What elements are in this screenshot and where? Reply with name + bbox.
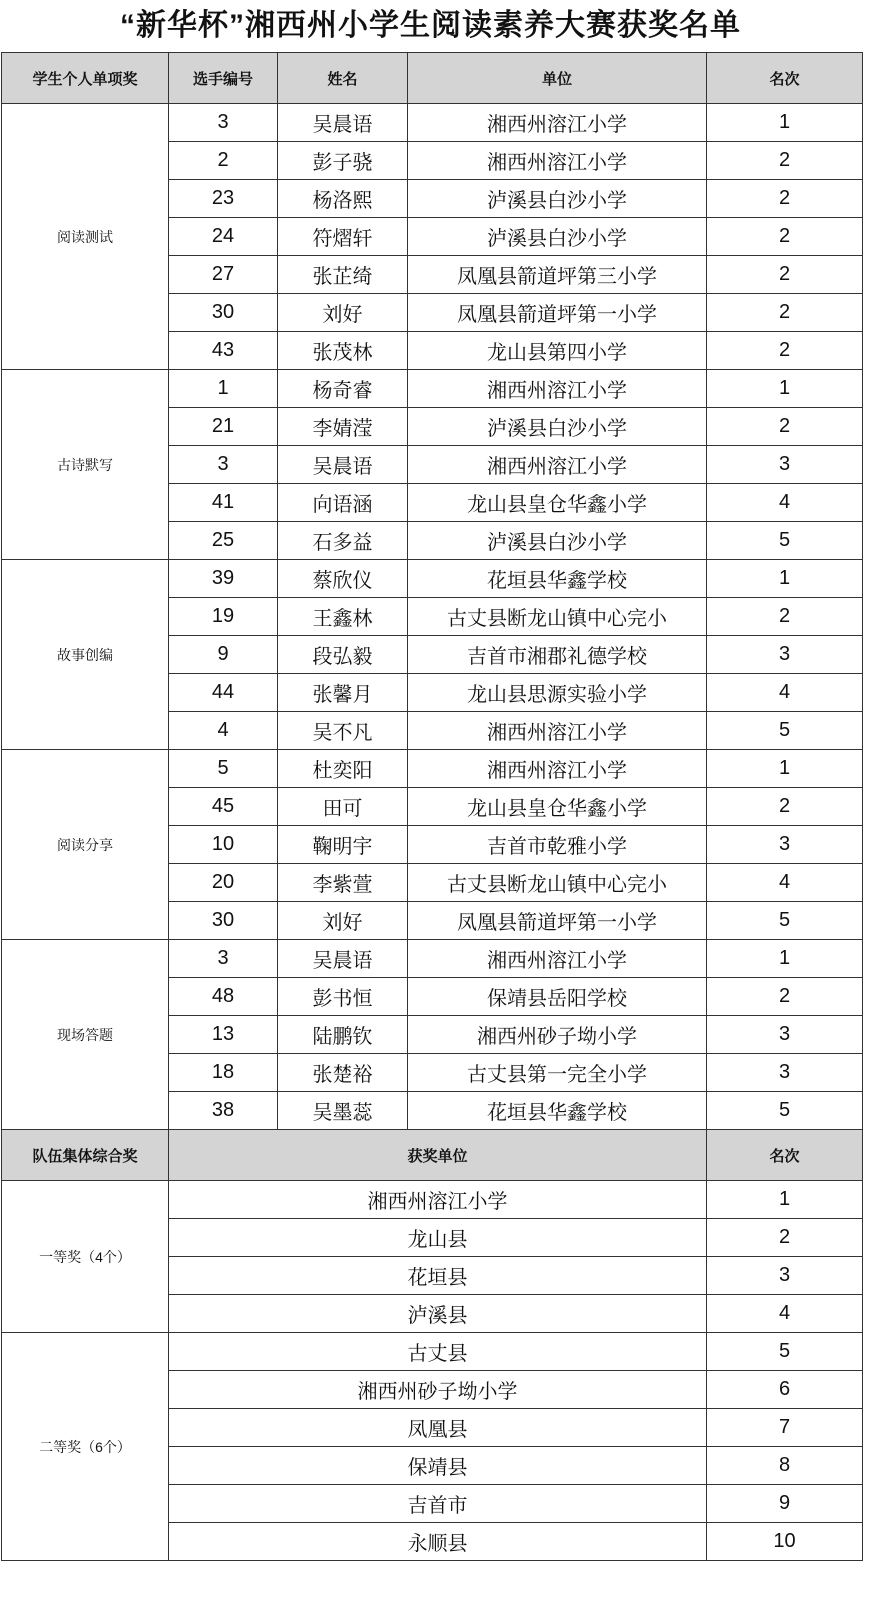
contestant-name: 符熠轩 [278, 218, 408, 256]
contestant-name: 杜奕阳 [278, 750, 408, 788]
category-cell: 阅读分享 [2, 750, 169, 940]
school: 吉首市乾雅小学 [408, 826, 707, 864]
prize-level-cell: 二等奖（6个） [2, 1333, 169, 1561]
contestant-number: 10 [169, 826, 278, 864]
contestant-name: 吴晨语 [278, 104, 408, 142]
contestant-number: 18 [169, 1054, 278, 1092]
school: 花垣县华鑫学校 [408, 1092, 707, 1130]
contestant-number: 20 [169, 864, 278, 902]
rank: 2 [707, 142, 863, 180]
table-row [2, 370, 863, 408]
team-header-row [2, 1130, 863, 1181]
rank: 2 [707, 1219, 863, 1257]
school: 吉首市湘郡礼德学校 [408, 636, 707, 674]
prize-level-cell: 一等奖（4个） [2, 1181, 169, 1333]
awards-table [1, 52, 863, 1561]
contestant-name: 杨洛熙 [278, 180, 408, 218]
contestant-name: 吴不凡 [278, 712, 408, 750]
contestant-number: 41 [169, 484, 278, 522]
school: 保靖县岳阳学校 [408, 978, 707, 1016]
contestant-name: 向语涵 [278, 484, 408, 522]
school: 泸溪县白沙小学 [408, 522, 707, 560]
school: 龙山县皇仓华鑫小学 [408, 788, 707, 826]
contestant-number: 3 [169, 104, 278, 142]
contestant-number: 44 [169, 674, 278, 712]
school: 湘西州溶江小学 [408, 142, 707, 180]
school: 湘西州溶江小学 [408, 370, 707, 408]
contestant-number: 23 [169, 180, 278, 218]
rank: 2 [707, 408, 863, 446]
rank: 1 [707, 560, 863, 598]
contestant-name: 吴墨蕊 [278, 1092, 408, 1130]
winning-unit: 吉首市 [169, 1485, 707, 1523]
school: 湘西州溶江小学 [408, 104, 707, 142]
contestant-number: 30 [169, 902, 278, 940]
school: 古丈县第一完全小学 [408, 1054, 707, 1092]
winning-unit: 保靖县 [169, 1447, 707, 1485]
contestant-number: 39 [169, 560, 278, 598]
school: 花垣县华鑫学校 [408, 560, 707, 598]
rank: 2 [707, 218, 863, 256]
school: 凤凰县箭道坪第三小学 [408, 256, 707, 294]
column-header: 获奖单位 [169, 1130, 707, 1181]
contestant-name: 蔡欣仪 [278, 560, 408, 598]
contestant-number: 19 [169, 598, 278, 636]
contestant-number: 25 [169, 522, 278, 560]
contestant-number: 21 [169, 408, 278, 446]
category-cell: 阅读测试 [2, 104, 169, 370]
column-header: 学生个人单项奖 [2, 53, 169, 104]
table-row [2, 940, 863, 978]
rank: 2 [707, 788, 863, 826]
school: 龙山县思源实验小学 [408, 674, 707, 712]
school: 凤凰县箭道坪第一小学 [408, 294, 707, 332]
rank: 1 [707, 104, 863, 142]
table-row [2, 750, 863, 788]
rank: 2 [707, 978, 863, 1016]
rank: 4 [707, 864, 863, 902]
rank: 5 [707, 1333, 863, 1371]
rank: 3 [707, 636, 863, 674]
rank: 1 [707, 1181, 863, 1219]
column-header: 姓名 [278, 53, 408, 104]
rank: 8 [707, 1447, 863, 1485]
table-row [2, 104, 863, 142]
school: 泸溪县白沙小学 [408, 218, 707, 256]
category-cell: 故事创编 [2, 560, 169, 750]
contestant-number: 45 [169, 788, 278, 826]
rank: 3 [707, 1054, 863, 1092]
rank: 5 [707, 522, 863, 560]
rank: 7 [707, 1409, 863, 1447]
category-cell: 现场答题 [2, 940, 169, 1130]
contestant-name: 李婧滢 [278, 408, 408, 446]
contestant-number: 5 [169, 750, 278, 788]
contestant-name: 张馨月 [278, 674, 408, 712]
rank: 2 [707, 332, 863, 370]
school: 龙山县第四小学 [408, 332, 707, 370]
winning-unit: 湘西州溶江小学 [169, 1181, 707, 1219]
rank: 3 [707, 446, 863, 484]
contestant-name: 刘好 [278, 294, 408, 332]
column-header: 队伍集体综合奖 [2, 1130, 169, 1181]
contestant-number: 13 [169, 1016, 278, 1054]
school: 泸溪县白沙小学 [408, 180, 707, 218]
rank: 10 [707, 1523, 863, 1561]
rank: 4 [707, 1295, 863, 1333]
winning-unit: 凤凰县 [169, 1409, 707, 1447]
contestant-number: 48 [169, 978, 278, 1016]
contestant-name: 王鑫林 [278, 598, 408, 636]
contestant-number: 2 [169, 142, 278, 180]
contestant-name: 彭子骁 [278, 142, 408, 180]
table-row [2, 1333, 863, 1371]
column-header: 名次 [707, 1130, 863, 1181]
school: 古丈县断龙山镇中心完小 [408, 598, 707, 636]
contestant-name: 吴晨语 [278, 446, 408, 484]
page-title: “新华杯”湘西州小学生阅读素养大赛获奖名单 [120, 9, 741, 42]
contestant-name: 石多益 [278, 522, 408, 560]
rank: 2 [707, 180, 863, 218]
rank: 3 [707, 1016, 863, 1054]
contestant-number: 38 [169, 1092, 278, 1130]
winning-unit: 湘西州砂子坳小学 [169, 1371, 707, 1409]
school: 湘西州溶江小学 [408, 940, 707, 978]
school: 湘西州砂子坳小学 [408, 1016, 707, 1054]
contestant-name: 吴晨语 [278, 940, 408, 978]
contestant-name: 杨奇睿 [278, 370, 408, 408]
contestant-number: 24 [169, 218, 278, 256]
school: 凤凰县箭道坪第一小学 [408, 902, 707, 940]
contestant-name: 刘好 [278, 902, 408, 940]
contestant-name: 张芷绮 [278, 256, 408, 294]
rank: 6 [707, 1371, 863, 1409]
rank: 2 [707, 294, 863, 332]
rank: 9 [707, 1485, 863, 1523]
rank: 4 [707, 674, 863, 712]
rank: 1 [707, 750, 863, 788]
winning-unit: 永顺县 [169, 1523, 707, 1561]
table-row [2, 560, 863, 598]
contestant-name: 鞠明宇 [278, 826, 408, 864]
contestant-name: 田可 [278, 788, 408, 826]
contestant-name: 陆鹏钦 [278, 1016, 408, 1054]
contestant-number: 43 [169, 332, 278, 370]
rank: 4 [707, 484, 863, 522]
rank: 2 [707, 256, 863, 294]
contestant-number: 3 [169, 940, 278, 978]
school: 泸溪县白沙小学 [408, 408, 707, 446]
contestant-name: 彭书恒 [278, 978, 408, 1016]
winning-unit: 泸溪县 [169, 1295, 707, 1333]
column-header: 名次 [707, 53, 863, 104]
school: 湘西州溶江小学 [408, 446, 707, 484]
contestant-name: 张楚裕 [278, 1054, 408, 1092]
school: 湘西州溶江小学 [408, 712, 707, 750]
school: 湘西州溶江小学 [408, 750, 707, 788]
school: 龙山县皇仓华鑫小学 [408, 484, 707, 522]
contestant-name: 段弘毅 [278, 636, 408, 674]
contestant-number: 27 [169, 256, 278, 294]
contestant-number: 9 [169, 636, 278, 674]
rank: 5 [707, 1092, 863, 1130]
winning-unit: 龙山县 [169, 1219, 707, 1257]
winning-unit: 古丈县 [169, 1333, 707, 1371]
column-header: 选手编号 [169, 53, 278, 104]
rank: 3 [707, 826, 863, 864]
contestant-number: 4 [169, 712, 278, 750]
school: 古丈县断龙山镇中心完小 [408, 864, 707, 902]
table-row [2, 1181, 863, 1219]
rank: 2 [707, 598, 863, 636]
contestant-name: 张茂林 [278, 332, 408, 370]
rank: 1 [707, 370, 863, 408]
individual-header-row [2, 53, 863, 104]
column-header: 单位 [408, 53, 707, 104]
contestant-number: 3 [169, 446, 278, 484]
contestant-name: 李紫萱 [278, 864, 408, 902]
winning-unit: 花垣县 [169, 1257, 707, 1295]
category-cell: 古诗默写 [2, 370, 169, 560]
rank: 5 [707, 712, 863, 750]
rank: 3 [707, 1257, 863, 1295]
contestant-number: 30 [169, 294, 278, 332]
contestant-number: 1 [169, 370, 278, 408]
rank: 1 [707, 940, 863, 978]
rank: 5 [707, 902, 863, 940]
